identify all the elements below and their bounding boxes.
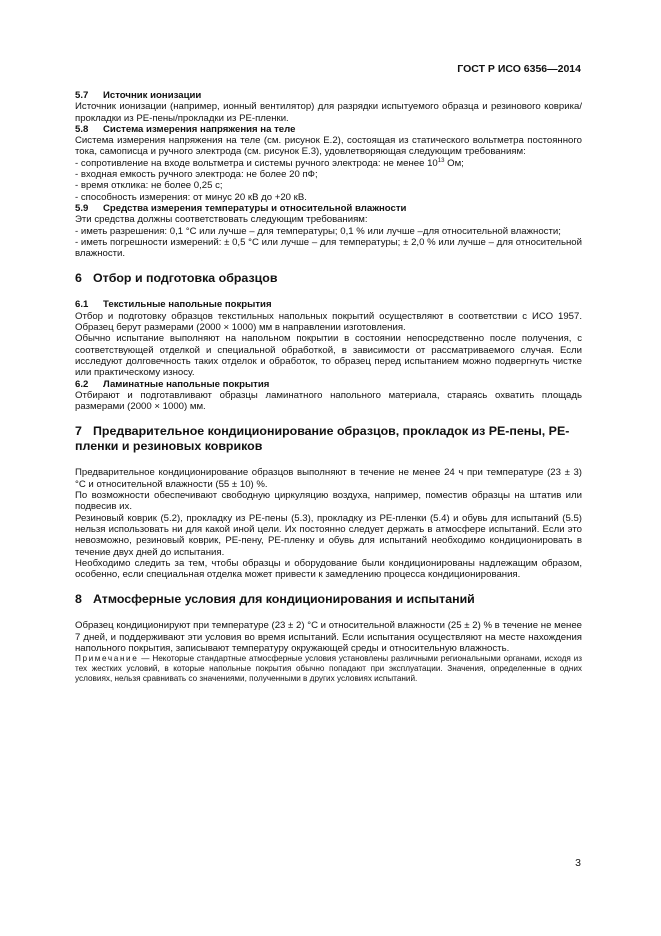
subsection-title: Ламинатные напольные покрытия xyxy=(103,378,270,390)
subsection-6-1-heading xyxy=(75,299,582,310)
paragraph: Отбор и подготовку образцов текстильных напольных покрытий осуществляют в соответствии с ИСО 1957. Образец берут размерами (2000 × 1000) мм в направлении изготовления. xyxy=(75,310,582,334)
paragraph: Образец кондиционируют при температуре (23 ± 2) °С и относительной влажности (25 ± 2) % в течение не менее 7 дней, и поддерживают эти условия во время испытаний. Если испытания осуществляют на месте нахождения напольного покрытия, записывают температуру окружающей среды и относительную влажность. xyxy=(75,620,582,654)
list-item: - иметь разрешения: 0,1 °С или лучше – для температуры; 0,1 % или лучше –для относительной влажности; xyxy=(75,225,561,237)
paragraph: Система измерения напряжения на теле (см. рисунок Е.2), состоящая из статического вольтметра постоянного тока, самописца и ручного электрода (см. рисунок Е.3), удовлетворяющая следующим требованиям: xyxy=(75,135,582,158)
section-number: 7 xyxy=(75,424,82,439)
subsection-number: 5.7 xyxy=(75,90,89,101)
subsection-5-7-heading xyxy=(75,90,582,101)
list-item: - время отклика: не более 0,25 с; xyxy=(75,180,223,192)
list-item: - способность измерения: от минус 20 кВ до +20 кВ. xyxy=(75,191,307,203)
subsection-number: 6.2 xyxy=(75,378,89,390)
note-label: Примечание xyxy=(75,654,139,664)
section-title: Предварительное кондиционирование образцов, прокладок из PE-пены, PE-пленки и резиновых ковриков xyxy=(75,424,570,454)
paragraph: Обычно испытание выполняют на напольном покрытии в состоянии непосредственно после получения, с соответствующей отделкой и специальной обработкой, в зависимости от рассматриваемого случая. Если исследуют долговечность таких отделок и обработок, то образец перед испытанием можно подвергнуть чистке или практическому износу. xyxy=(75,333,582,379)
paragraph: Резиновый коврик (5.2), прокладку из PE-пены (5.3), прокладку из PE-пленки (5.4) и обувь для испытаний (5.5) нельзя использовать ни для какой иной цели. Их постоянно следует держать в атмосфере испытаний. Если это невозможно, резиновый коврик, PE-пену, PE-пленку и обувь для испытаний необходимо кондиционировать в течение двух дней до испытания. xyxy=(75,512,582,558)
subsection-6-2-heading xyxy=(75,379,582,390)
paragraph: Предварительное кондиционирование образцов выполняют в течение не менее 24 ч при температуре (23 ± 3) °С и относительной влажности (55 ± 10) %. xyxy=(75,467,582,490)
list-item-text: - сопротивление на входе вольтметра и системы ручного электрода: не менее 10 xyxy=(75,157,438,169)
section-7-heading xyxy=(75,424,582,454)
section-6-heading xyxy=(75,271,582,286)
note xyxy=(75,654,582,684)
subsection-title: Система измерения напряжения на теле xyxy=(103,123,296,135)
list-item: - иметь погрешности измерений: ± 0,5 °С или лучше – для температуры; ± 2,0 % или лучше – для относительной влажности. xyxy=(75,236,582,260)
paragraph: Отбирают и подготавливают образцы ламинатного напольного материала, стараясь охватить площадь размерами (2000 × 1000) мм. xyxy=(75,389,582,413)
paragraph: Необходимо следить за тем, чтобы образцы и оборудование были кондиционированы надлежащим образом, особенно, если специальная отделка может привести к замедлению процесса кондиционирования. xyxy=(75,557,582,581)
subsection-title: Источник ионизации xyxy=(103,90,202,101)
exponent: 13 xyxy=(437,157,445,164)
document-body xyxy=(75,90,582,684)
list-item: - входная емкость ручного электрода: не более 20 пФ; xyxy=(75,169,318,181)
section-number: 6 xyxy=(75,271,82,286)
paragraph: Эти средства должны соответствовать следующим требованиям: xyxy=(75,214,368,226)
subsection-number: 6.1 xyxy=(75,299,89,311)
unit: Ом; xyxy=(444,157,464,169)
subsection-5-9-heading xyxy=(75,203,582,214)
subsection-number: 5.9 xyxy=(75,202,89,214)
standard-header: ГОСТ Р ИСО 6356—2014 xyxy=(457,63,581,75)
note-text: — Некоторые стандартные атмосферные условия установлены различными региональными органами, исходя из тех жестких условий, в которые напольные покрытия обычно попадают при эксплуатации. Значения, определенные в одних условиях, нельзя сравнивать со значениями, полученными в других условиях испытаний. xyxy=(75,654,582,684)
section-title: Отбор и подготовка образцов xyxy=(93,271,278,286)
section-8-heading xyxy=(75,592,582,607)
paragraph: Источник ионизации (например, ионный вентилятор) для разрядки испытуемого образца и резинового коврика/прокладки из PE-пены/прокладки из PE-пленки. xyxy=(75,101,582,124)
section-number: 8 xyxy=(75,592,82,607)
list-item xyxy=(75,158,582,169)
subsection-5-8-heading xyxy=(75,124,582,135)
section-title: Атмосферные условия для кондиционирования и испытаний xyxy=(93,592,475,607)
subsection-number: 5.8 xyxy=(75,123,89,135)
paragraph: По возможности обеспечивают свободную циркуляцию воздуха, например, поместив образцы на штатив или подвесив их. xyxy=(75,490,582,513)
page-number: 3 xyxy=(575,857,581,869)
subsection-title: Текстильные напольные покрытия xyxy=(103,299,272,311)
subsection-title: Средства измерения температуры и относительной влажности xyxy=(103,202,407,214)
